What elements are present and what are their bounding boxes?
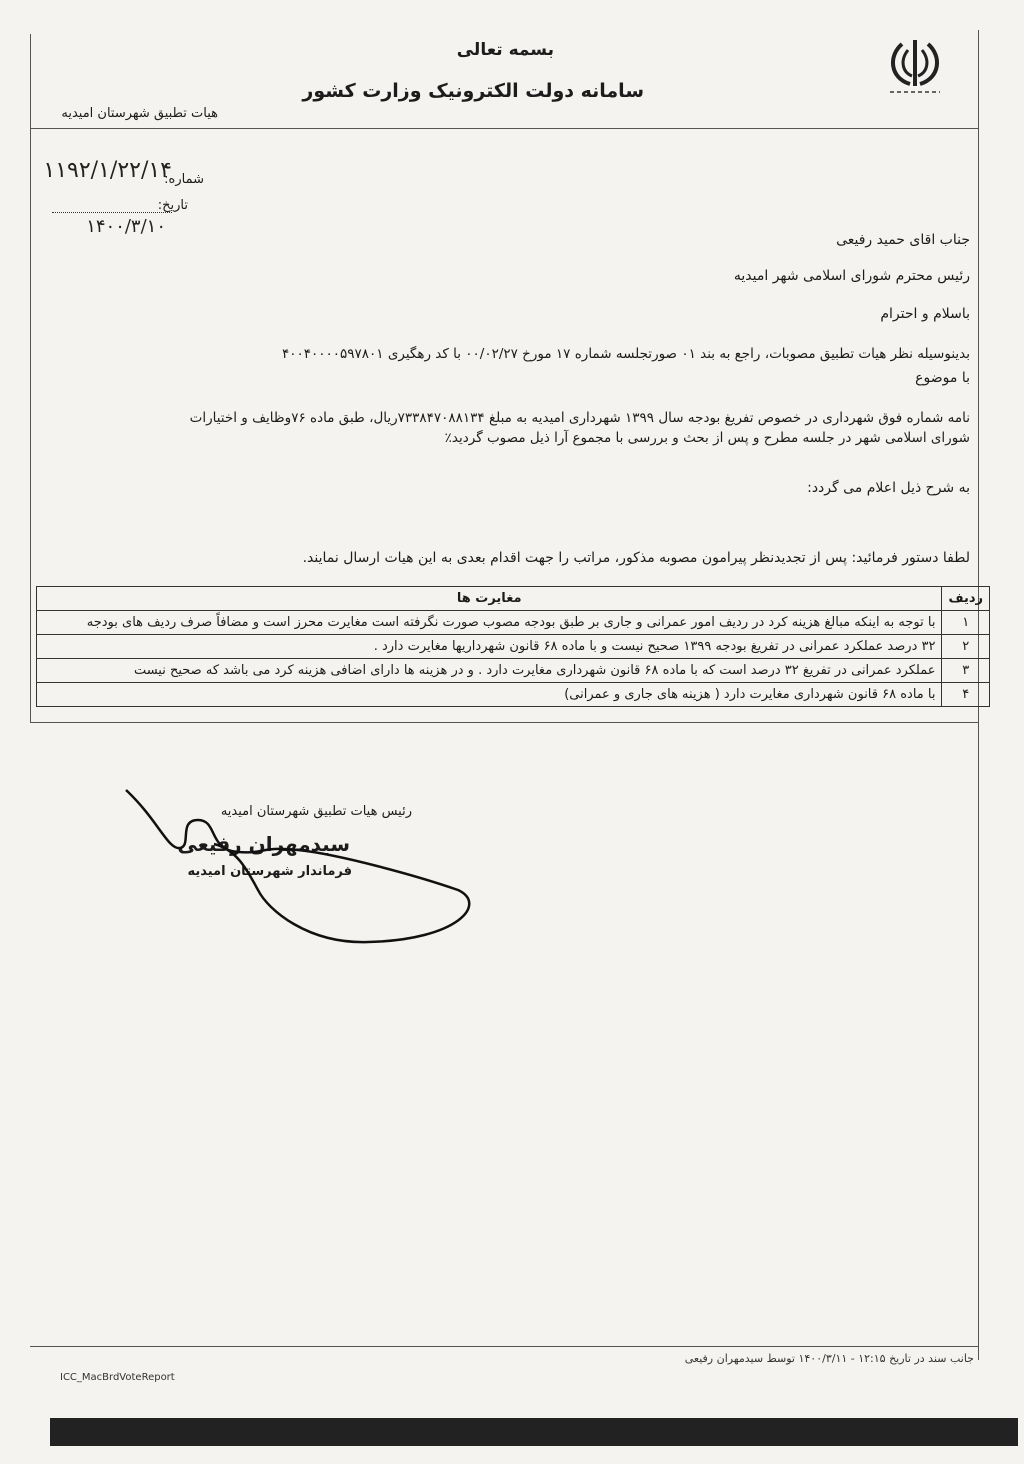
- row-text: با توجه به اینکه مبالغ هزینه کرد در ردیف امور عمرانی و جاری بر طبق بودجه مصوب صورت نگرفته است مغایرت محرز است و مضافاً صرف ردیف های بودجه: [37, 611, 942, 635]
- content-bottom-line: [30, 722, 978, 723]
- system-title: سامانه دولت الکترونیک وزارت کشور: [302, 80, 644, 102]
- handwritten-signature-icon: [118, 780, 488, 960]
- date-dotted-line: [52, 212, 172, 213]
- instruction-line: لطفا دستور فرمائید: پس از تجدیدنظر پیرامون مصوبه مذکور، مراتب را جهت اقدام بعدی به این هیات ارسال نمایند.: [302, 550, 970, 566]
- footer-divider: [30, 1346, 978, 1347]
- sent-info-line: جانب سند در تاریخ ۱۲:۱۵ - ۱۴۰۰/۳/۱۱ توسط سیدمهران رفیعی: [684, 1352, 974, 1365]
- report-code: ICC_MacBrdVoteReport: [60, 1372, 175, 1383]
- decision-paragraph-line1: نامه شماره فوق شهرداری در خصوص تفریغ بودجه سال ۱۳۹۹ شهرداری امیدیه به مبلغ ۷۳۳۸۴۷۰۸۸۱۳۴ریال، طبق ماده ۷۶وظایف و اختیارات: [189, 410, 970, 426]
- date-value: ۱۴۰۰/۳/۱۰: [86, 216, 166, 237]
- decision-paragraph-line2: شورای اسلامی شهر در جلسه مطرح و پس از بحث و بررسی با مجموع آرا ذیل مصوب گردید٪: [444, 430, 970, 446]
- row-number: ۳: [942, 659, 990, 683]
- signature-role: فرماندار شهرستان امیدیه: [187, 864, 352, 879]
- addressee: جناب اقای حمید رفیعی: [836, 232, 970, 248]
- subject-label: با موضوع: [915, 370, 970, 386]
- council-label: هیات تطبیق شهرستان امیدیه: [61, 106, 218, 121]
- row-text: ۳۲ درصد عملکرد عمرانی در تفریغ بودجه ۱۳۹۹ صحیح نیست و با ماده ۶۸ قانون شهرداریها مغایرت دارد .: [37, 635, 942, 659]
- signature-title: رئیس هیات تطبیق شهرستان امیدیه: [220, 804, 412, 819]
- number-label: شماره:: [164, 172, 204, 187]
- row-text: عملکرد عمرانی در تفریغ ۳۲ درصد است که با ماده ۶۸ قانون شهرداری مغایرت دارد . و در هزینه ها دارای اضافی هزینه کرد می باشد که صحیح نیست: [37, 659, 942, 683]
- announce-line: به شرح ذیل اعلام می گردد:: [807, 480, 970, 496]
- number-value: ۱۱۹۲/۱/۲۲/۱۴: [43, 158, 172, 183]
- col-discrepancy-header: مغایرت ها: [37, 587, 942, 611]
- iran-emblem-icon: [880, 34, 950, 100]
- frame-left-border: [30, 34, 31, 722]
- col-row-header: ردیف: [942, 587, 990, 611]
- header-divider: [30, 128, 978, 129]
- table-row: [37, 659, 990, 683]
- discrepancy-table: [36, 586, 990, 707]
- row-number: ۲: [942, 635, 990, 659]
- table-row: [37, 635, 990, 659]
- addressee-role: رئیس محترم شورای اسلامی شهر امیدیه: [733, 268, 970, 284]
- basmala: بسمه تعالی: [456, 40, 554, 60]
- row-text: با ماده ۶۸ قانون شهرداری مغایرت دارد ( هزینه های جاری و عمرانی): [37, 683, 942, 707]
- date-label: تاریخ:: [157, 198, 188, 213]
- table-row: [37, 683, 990, 707]
- reference-line: بدینوسیله نظر هیات تطبیق مصوبات، راجع به بند ۰۱ صورتجلسه شماره ۱۷ مورخ ۰۰/۰۲/۲۷ با کد رهگیری ۴۰۰۴۰۰۰۰۵۹۷۸۰۱: [282, 346, 970, 362]
- table-header-row: [37, 587, 990, 611]
- row-number: ۴: [942, 683, 990, 707]
- table-row: [37, 611, 990, 635]
- scan-edge-bar: [50, 1418, 1018, 1446]
- greeting: باسلام و احترام: [880, 306, 970, 322]
- signature-name: سیدمهران رفیعی: [177, 832, 350, 856]
- row-number: ۱: [942, 611, 990, 635]
